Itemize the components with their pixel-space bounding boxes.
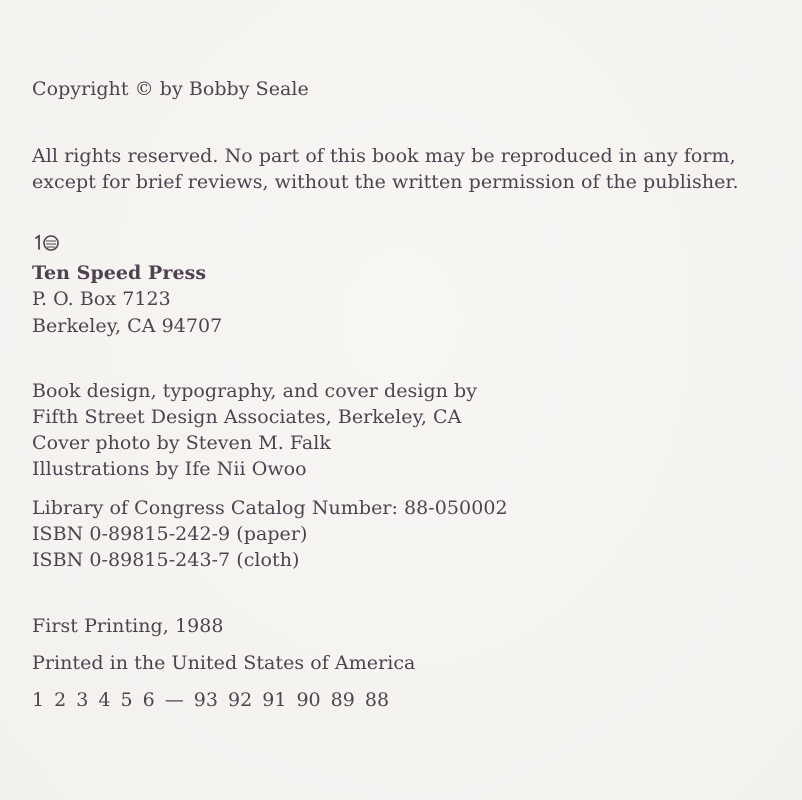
first-printing: First Printing, 1988 — [32, 615, 224, 637]
isbn-paper: ISBN 0-89815-242-9 (paper) — [32, 523, 308, 545]
publisher-address-line-2: Berkeley, CA 94707 — [32, 315, 223, 337]
publisher-name: Ten Speed Press — [32, 262, 207, 284]
isbn-cloth: ISBN 0-89815-243-7 (cloth) — [32, 549, 300, 571]
credit-line-1: Book design, typography, and cover design by — [32, 380, 478, 402]
rights-line-2: except for brief reviews, without the written permission of the publisher. — [32, 171, 739, 193]
rights-line-1: All rights reserved. No part of this book may be reproduced in any form, — [32, 145, 736, 167]
copyright-line: Copyright © by Bobby Seale — [32, 78, 309, 100]
credit-line-4: Illustrations by Ife Nii Owoo — [32, 458, 307, 480]
catalog-number: Library of Congress Catalog Number: 88-050002 — [32, 497, 508, 519]
printing-number-line: 1 2 3 4 5 6 — 93 92 91 90 89 88 — [32, 689, 390, 711]
credit-line-3: Cover photo by Steven M. Falk — [32, 432, 331, 454]
publisher-address-line-1: P. O. Box 7123 — [32, 288, 171, 310]
printed-in: Printed in the United States of America — [32, 652, 416, 674]
credit-line-2: Fifth Street Design Associates, Berkeley, CA — [32, 406, 462, 428]
publisher-logo-icon — [32, 233, 62, 253]
